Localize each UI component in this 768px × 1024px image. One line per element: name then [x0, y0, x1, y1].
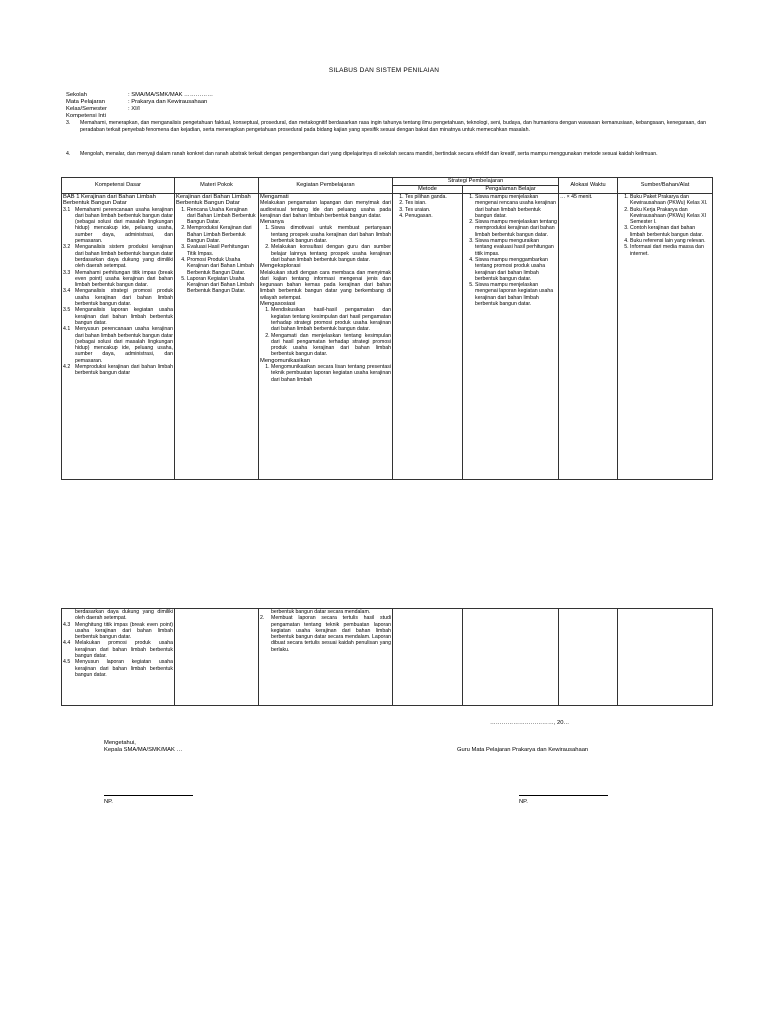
kd-item-text: Menganalisis laporan kegiatan usaha kerajinan dari bahan limbah berbentuk bangun datar. — [75, 307, 173, 326]
kegiatan-section-item: 2. Melakukan konsultasi dengan guru dan sumber belajar lainnya tentang prospek usaha kerajinan dari bahan limbah berbentuk bangun datar. — [271, 244, 391, 263]
kd-item-text: Menghitung titik impas (break even point) usaha kerajinan dari bahan limbah berbentuk bangun datar. — [75, 621, 173, 641]
kegiatan-section-heading: Mengasosiasi — [260, 301, 296, 308]
header-value-kelas: : XI/I — [128, 106, 140, 112]
sumber-item: 5. Informasi dari media massa dan internet. — [630, 244, 711, 257]
mp-item: 5. Laporan Kegiatan Usaha Kerajinan dari Bahan Limbah Berbentuk Bangun Datar. — [187, 276, 257, 295]
kd-item — [63, 640, 173, 659]
header-label-sekolah: Sekolah — [66, 92, 87, 98]
metode-item: 1. Tes pilihan ganda. — [405, 194, 461, 200]
cell-pengalaman-cont — [463, 609, 559, 706]
pengalaman-list — [464, 194, 557, 307]
cell-pengalaman — [463, 194, 559, 480]
syllabus-table-page2 — [61, 608, 713, 706]
kd-list — [63, 207, 173, 377]
kd-item-text: Menyusun perencanaan usaha kerajinan dari bahan limbah berbentuk bangun datar (sebagai solusi dari masalah lingkungan hidup) mencakup ide, peluang usaha, sumber daya, administrasi, dan pemasaran. — [75, 326, 173, 364]
sumber-list — [619, 194, 711, 257]
metode-list — [394, 194, 461, 219]
kd-item-text: Memahami perencanaan usaha kerajinan dari bahan limbah berbentuk bangun datar (sebagai solusi dari masalah lingkungan hidup) mencakup ide, peluang usaha, sumber daya, administrasi, dan pemasaran. — [75, 206, 173, 245]
mp-item: 3. Evaluasi Hasil Perhitungan Titik Impas. — [187, 244, 257, 257]
kegiatan-section-text: Melakukan pengamatan lapangan dan menyimak dari audiovisual tentang ide dan peluang usaha pada kerajinan dari bahan limbah berbentuk bangun datar. — [260, 200, 391, 219]
mp-list — [176, 207, 257, 295]
cell-metode-cont — [393, 609, 463, 706]
cell-materi-pokok — [175, 194, 259, 480]
metode-item: 2. Tes isian. — [405, 200, 461, 206]
col-header-materi: Materi Pokok — [175, 178, 259, 194]
ki-number: 4. — [66, 151, 71, 157]
kd-continuation: berdasarkan daya dukung yang dimiliki oleh daerah setempat. — [75, 609, 173, 622]
principal-role: Kepala SMA/MA/SMK/MAK … — [104, 747, 183, 753]
kegiatan-section-heading: Menanya — [260, 219, 284, 226]
kegiatan-item — [260, 615, 391, 653]
principal-signature-line — [104, 795, 193, 796]
kd-item-number: 4.2 — [63, 364, 71, 371]
kd-item-number: 3.2 — [63, 244, 71, 251]
kd-heading: BAB 1 Kerajinan dari Bahan Limbah Berbentuk Bangun Datar — [63, 194, 156, 207]
kd-list — [63, 622, 173, 679]
kegiatan-section-item: 1. Siswa dimotivasi untuk membuat pertanyaan tentang prospek usaha kerajinan dari bahan limbah berbentuk bangun datar. — [271, 225, 391, 244]
sumber-item: 3. Contoh kerajinan dari bahan limbah berbentuk bangun datar. — [630, 225, 711, 238]
kegiatan-section-item: 1. Mengomunikasikan secara lisan tentang presentasi teknik pembuatan laporan kegiatan usaha kerajinan dari bahan limbah — [271, 364, 391, 383]
cell-metode — [393, 194, 463, 480]
kd-item-text: Menganalisis sistem produksi kerajinan dari bahan limbah berbentuk bangun datar berdasarkan daya dukung yang dimiliki oleh daerah setempat. — [75, 244, 173, 270]
sumber-item: 1. Buku Paket Prakarya dan Kewirausahaan (PKWu) Kelas XI. — [630, 194, 711, 207]
sumber-item: 2. Buku Kerja Prakarya dan Kewirausahaan (PKWu) Kelas XI Semester I. — [630, 207, 711, 226]
kd-item-number: 3.5 — [63, 307, 71, 314]
ki-text: Memahami, menerapkan, dan menganalisis pengetahuan faktual, konseptual, prosedural, dan metakognitif berdasarkan rasa ingin tahunya tentang ilmu pengetahuan, teknologi, seni, budaya, dan humaniora dengan wawasan kemanusiaan, kebangsaan, kenegaraan, dan peradaban terkait penyebab fenomena dan kejadian, serta menerapkan pengetahuan prosedural pada bidang kajian yang spesifik sesuai dengan bakat dan minatnya untuk memecahkan masalah. — [80, 120, 706, 133]
ki-item-4 — [66, 151, 706, 167]
mp-item: 2. Memproduksi Kerajinan dari Bahan Limbah Berbentuk Bangun Datar. — [187, 225, 257, 244]
kd-item-text: Memproduksi kerajinan dari bahan limbah berbentuk bangun datar — [75, 364, 173, 377]
known-by: Mengetahui, — [104, 740, 136, 746]
kegiatan-item-text: Membuat laporan secara tertulis hasil studi pengamatan tentang teknik pembuatan laporan kegiatan usaha kerajinan dari bahan limbah berbentuk bangun datar secara mendalam. Laporan dibuat secara tertulis sesuai kaidah penulisan yang berlaku. — [271, 615, 391, 653]
kd-item — [63, 659, 173, 678]
metode-item: 3. Tes uraian. — [405, 207, 461, 213]
kegiatan-section-list — [260, 307, 391, 357]
kd-item-number: 3.1 — [63, 206, 71, 213]
cell-alokasi-cont — [559, 609, 618, 706]
pengalaman-item: 2. Siswa mampu menjelaskan tentang memproduksi kerajinan dari bahan limbah berbentuk bangun datar. — [475, 219, 557, 238]
pengalaman-item: 5. Siswa mampu menjelaskan mengenai laporan kegiatan usaha kerajinan dari bahan limbah berbentuk bangun datar. — [475, 282, 557, 307]
document-title: SILABUS DAN SISTEM PENILAIAN — [328, 67, 440, 74]
mp-heading: Kerajinan dari Bahan Limbah Berbentuk Bangun Datar — [176, 194, 251, 207]
kd-item-number: 4.1 — [63, 326, 71, 333]
header-label-kelas: Kelas/Semester — [66, 106, 107, 112]
kegiatan-continuation: berbentuk bangun datar secara mendalam. — [271, 609, 371, 615]
mp-item: 4. Promosi Produk Usaha Kerajinan dari Bahan Limbah Berbentuk Bangun Datar. — [187, 257, 257, 276]
cell-kompetensi-dasar-cont — [62, 609, 175, 706]
kd-item — [63, 326, 173, 364]
syllabus-table-page1 — [61, 177, 713, 480]
kd-item-text: Menyusun laporan kegiatan usaha kerajinan dari bahan limbah berbentuk bangun datar. — [75, 659, 173, 678]
kegiatan-section-list — [260, 225, 391, 263]
col-header-kegiatan: Kegiatan Pembelajaran — [259, 178, 393, 194]
teacher-role: Guru Mata Pelajaran Prakarya dan Kewirausahaan — [457, 747, 589, 753]
cell-sumber — [618, 194, 713, 480]
ki-item-3 — [66, 120, 706, 148]
kegiatan-section-item: 2. Mengamati dan menjelaskan tentang kesimpulan dari hasil pengamatan terhadap strategi promosi produk usaha kerajinan dari bahan limbah berbentuk bangun datar. — [271, 333, 391, 358]
kegiatan-section-heading: Mengamati — [260, 194, 289, 200]
kd-item-number: 4.3 — [63, 621, 71, 628]
col-header-pengalaman: Pengalaman Belajar — [463, 186, 559, 194]
kd-item-number: 4.5 — [63, 659, 71, 666]
cell-kegiatan — [259, 194, 393, 480]
pengalaman-item: 4. Siswa mampu menggambarkan tentang promosi produk usaha kerajinan dari bahan limbah berbentuk bangun datar. — [475, 257, 557, 282]
kd-item — [63, 364, 173, 377]
header-label-ki: Kompetensi Inti — [66, 113, 106, 119]
cell-alokasi — [559, 194, 618, 480]
kegiatan-section-text: Melakukan studi dengan cara membaca dan menyimak dari kajian tentang informasi mengenai jenis dan kegunaan bahan kemas pada kerajinan dari bahan limbah berbentuk bangun datar yang berkembang di wilayah setempat. — [260, 269, 391, 301]
kd-item — [63, 622, 173, 641]
kd-item-text: Menganalisis strategi promosi produk usaha kerajinan dari bahan limbah berbentuk bangun datar. — [75, 288, 173, 308]
kd-item-number: 3.3 — [63, 269, 71, 276]
kegiatan-item-number: 2. — [260, 615, 265, 622]
kegiatan-section-list — [260, 364, 391, 383]
kegiatan-section-heading: Mengomunikasikan — [260, 357, 310, 364]
cell-materi-pokok-cont — [175, 609, 259, 706]
kd-item-number: 3.4 — [63, 288, 71, 295]
col-header-alokasi: Alokasi Waktu — [559, 178, 618, 194]
kd-item — [63, 244, 173, 269]
sumber-item: 4. Buku referensi lain yang relevan. — [630, 238, 711, 244]
kd-item — [63, 207, 173, 245]
pengalaman-item: 1. Siswa mampu menjelaskan mengenai rencana usaha kerajinan dari bahan limbah berbentuk bangun datar. — [475, 194, 557, 219]
cell-sumber-cont — [618, 609, 713, 706]
kd-item — [63, 288, 173, 307]
cell-kompetensi-dasar — [62, 194, 175, 480]
col-header-strategi: Strategi Pembelajaran — [393, 178, 559, 186]
place-date: ……………………………, 20… — [490, 720, 570, 726]
kd-item-text: Memahami perhitungan titik impas (break even point) usaha kerajinan dari bahan limbah berbentuk bangun datar. — [75, 269, 173, 289]
header-label-mapel: Mata Pelajaran — [66, 99, 105, 105]
ki-number: 3. — [66, 120, 71, 126]
teacher-np: NP. — [519, 799, 528, 805]
kegiatan-section-heading: Mengeksplorasi — [260, 263, 301, 270]
teacher-signature-line — [519, 795, 608, 796]
col-header-kd: Kompetensi Dasar — [62, 178, 175, 194]
metode-item: 4. Penugasan. — [405, 213, 461, 219]
kd-item — [63, 270, 173, 289]
col-header-sumber: Sumber/Bahan/Alat — [618, 178, 713, 194]
kegiatan-section-item: 1. Mendiskusikan hasil-hasil pengamatan dan kegiatan tentang kesimpulan dari hasil pengamatan terhadap strategi promosi produk usaha kerajinan dari bahan limbah berbentuk bangun datar. — [271, 307, 391, 332]
kd-item-text: Melakukan promosi produk usaha kerajinan dari bahan limbah berbentuk bangun datar. — [75, 640, 173, 660]
header-value-sekolah: : SMA/MA/SMK/MAK …………… — [128, 92, 214, 98]
kd-item — [63, 307, 173, 326]
principal-np: NP. — [104, 799, 113, 805]
pengalaman-item: 3. Siswa mampu menguraikan tentang evaluasi hasil perhitungan titik impas. — [475, 238, 557, 257]
header-value-mapel: : Prakarya dan Kewirausahaan — [128, 99, 208, 105]
alokasi-value: … × 45 menit. — [560, 194, 593, 200]
cell-kegiatan-cont — [259, 609, 393, 706]
kd-item-number: 4.4 — [63, 640, 71, 647]
ki-text: Mengolah, menalar, dan menyaji dalam ranah konkret dan ranah abstrak terkait dengan pengembangan dari yang dipelajarinya di sekolah secara mandiri, bertindak secara efektif dan kreatif, serta mampu menggunakan metode sesuai kaidah keilmuan. — [80, 151, 658, 157]
col-header-metode: Metode — [393, 186, 463, 194]
mp-item: 1. Rencana Usaha Kerajinan dari Bahan Limbah Berbentuk Bangun Datar. — [187, 207, 257, 226]
